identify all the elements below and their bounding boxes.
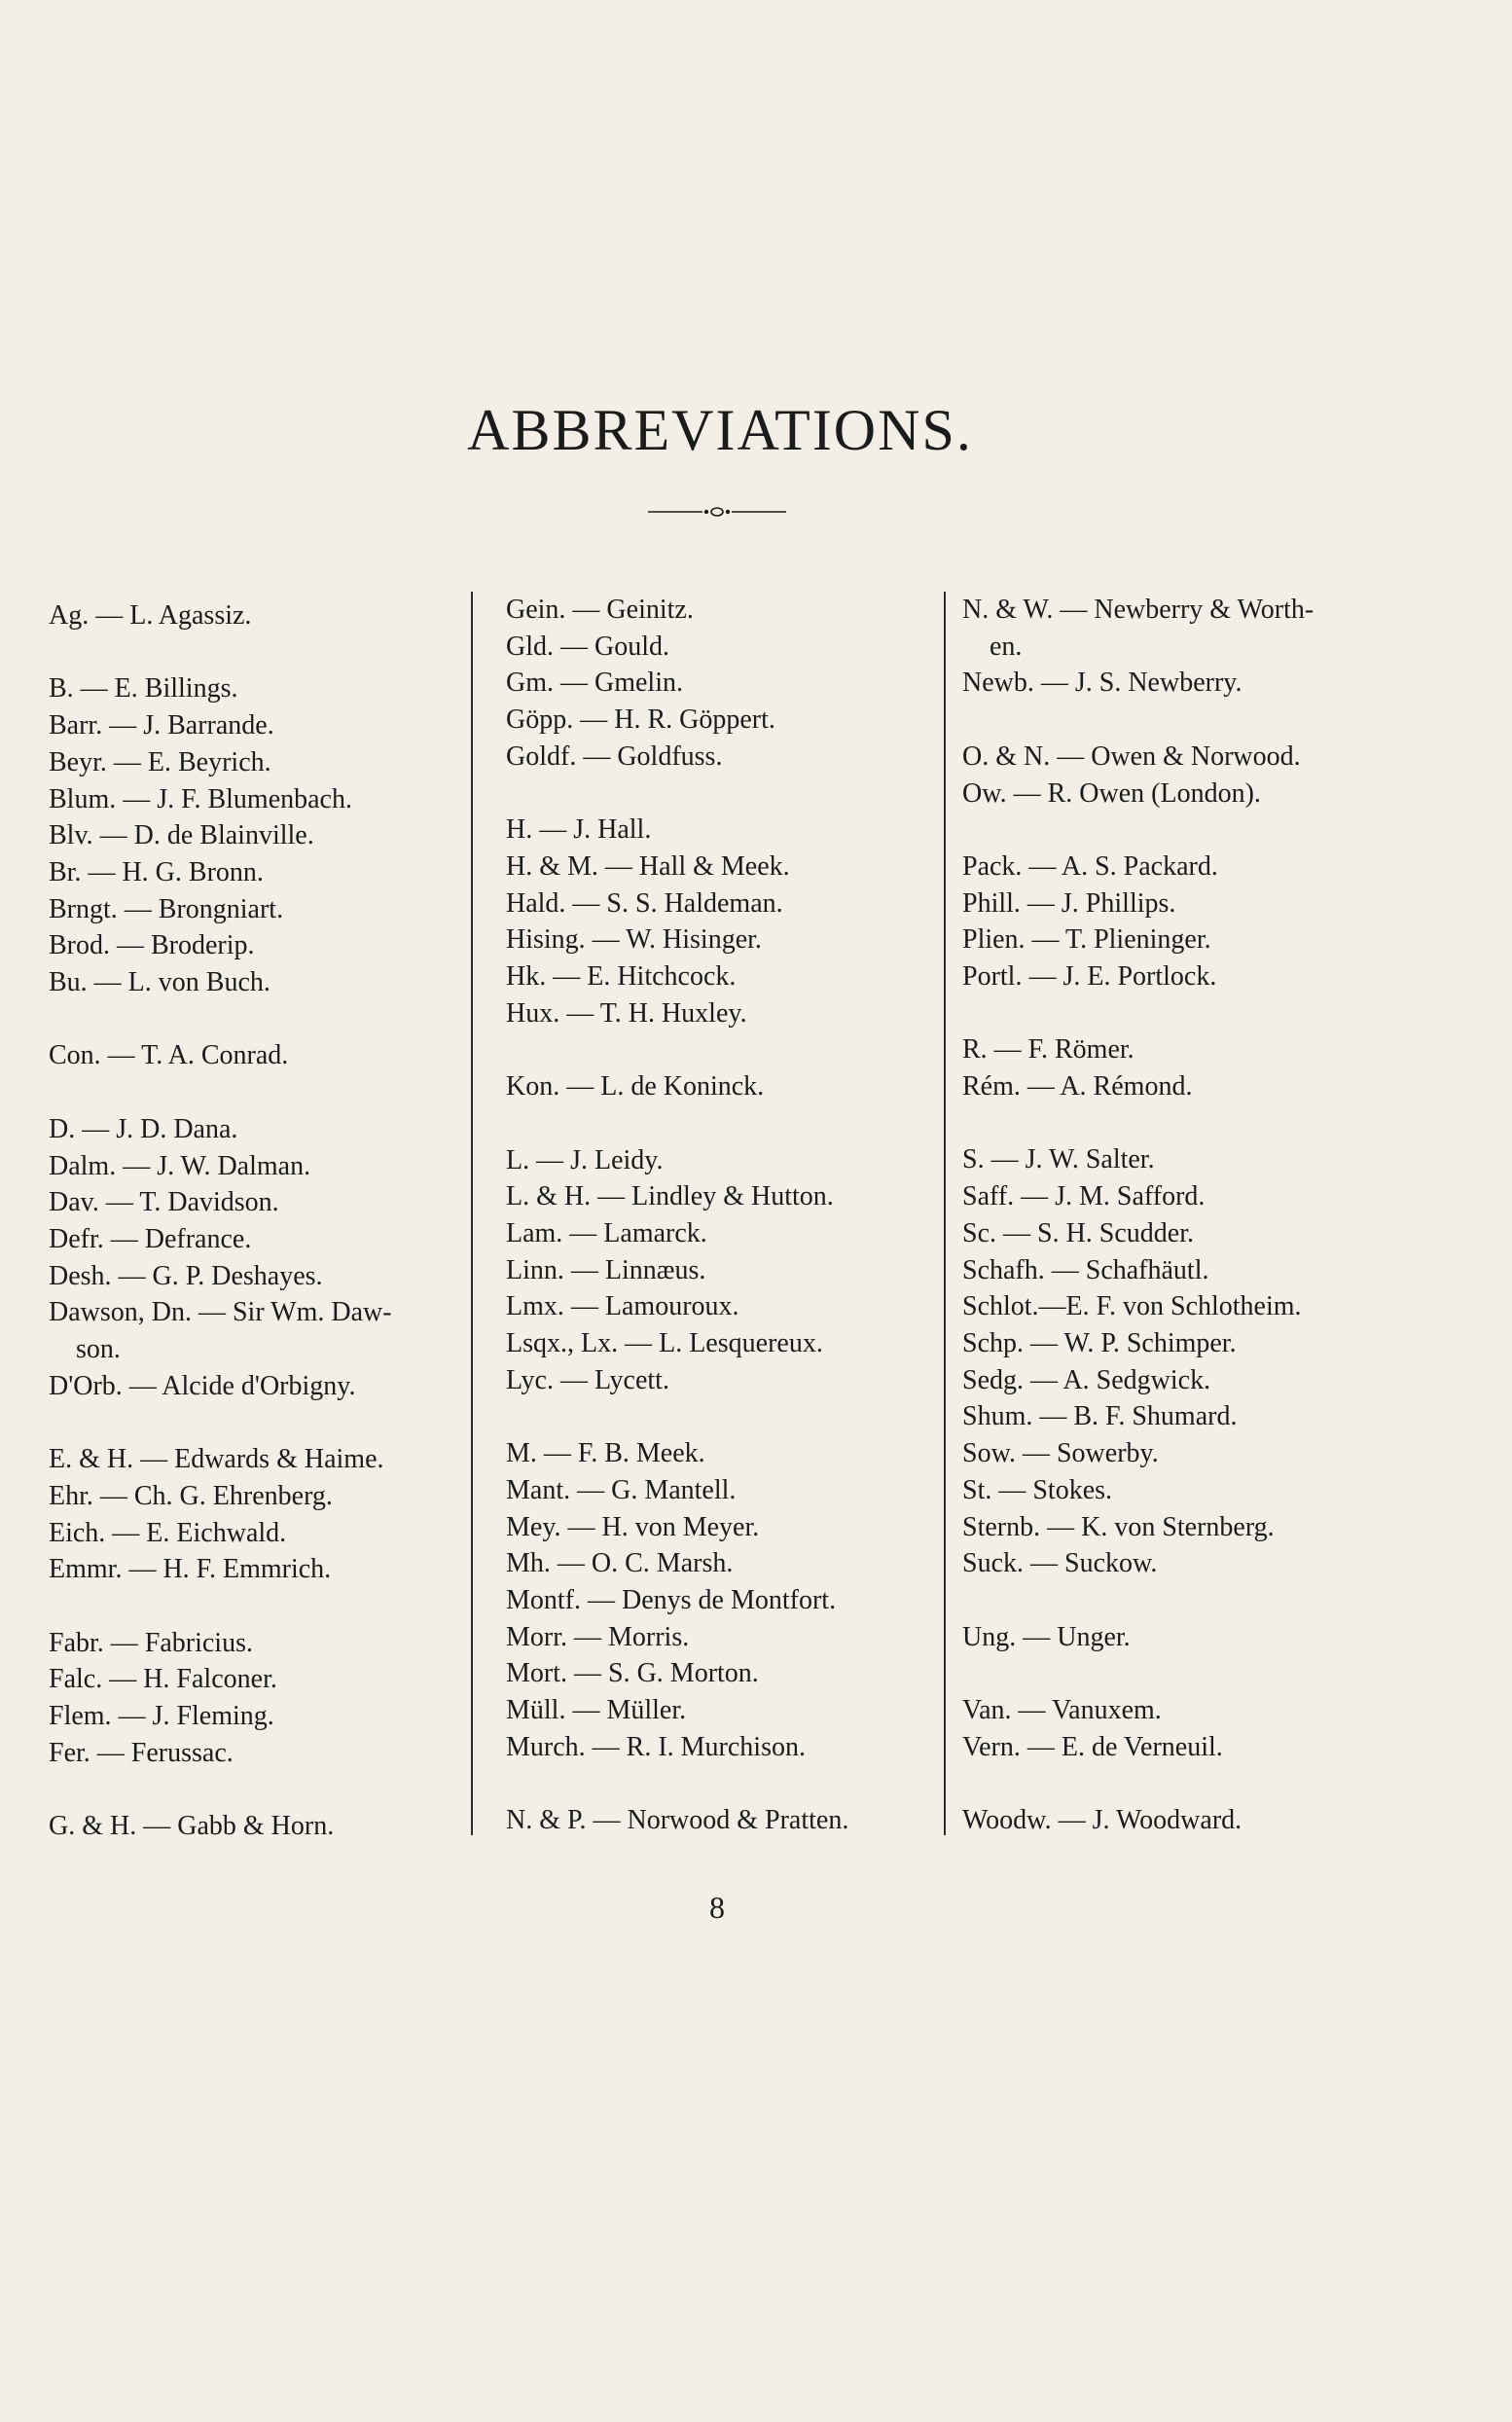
abbreviation-entry: Mant. — G. Mantell. — [506, 1474, 737, 1505]
abbreviation-entry: Kon. — L. de Koninck. — [506, 1071, 765, 1103]
abbreviation-entry: B. — E. Billings. — [49, 673, 238, 705]
abbreviation-entry: Woodw. — J. Woodward. — [962, 1805, 1242, 1836]
entry-gap — [506, 1105, 944, 1142]
entry-gap — [962, 812, 1371, 849]
entry-gap — [962, 1105, 1371, 1142]
abbreviation-entry: Eich. — E. Eichwald. — [49, 1517, 287, 1548]
abbreviation-entry: Morr. — Morris. — [506, 1621, 690, 1652]
abbreviation-entry: Bu. — L. von Buch. — [49, 967, 270, 998]
abbreviation-entry: N. & W. — Newberry & Worth- — [962, 595, 1314, 625]
entry-gap — [49, 1588, 467, 1625]
abbreviation-entry: Defr. — Defrance. — [49, 1223, 252, 1254]
abbreviation-entry: Dav. — T. Davidson. — [49, 1187, 279, 1218]
abbreviation-entry: Desh. — G. P. Deshayes. — [49, 1260, 323, 1291]
abbreviation-entry: Schlot.—E. F. von Schlotheim. — [962, 1291, 1302, 1322]
abbreviation-entry: Ow. — R. Owen (London). — [962, 777, 1261, 809]
abbreviation-entry: R. — F. Römer. — [962, 1034, 1134, 1066]
abbreviation-entry: Gein. — Geinitz. — [506, 595, 694, 625]
abbreviation-entry: Beyr. — E. Beyrich. — [49, 746, 271, 777]
abbreviation-entry: Flem. — J. Fleming. — [49, 1701, 274, 1732]
abbreviation-entry: Murch. — R. I. Murchison. — [506, 1731, 806, 1762]
entry-gap — [962, 1582, 1371, 1619]
abbreviation-entry: Hk. — E. Hitchcock. — [506, 961, 737, 993]
abbreviation-entry: Ag. — L. Agassiz. — [49, 600, 252, 631]
abbreviation-entry: Dawson, Dn. — Sir Wm. Daw- — [49, 1297, 392, 1328]
abbreviation-entry: G. & H. — Gabb & Horn. — [49, 1811, 335, 1842]
abbreviation-entry: Schp. — W. P. Schimper. — [962, 1328, 1237, 1358]
title-ornament — [648, 505, 786, 519]
abbreviation-entry: Plien. — T. Plieninger. — [962, 924, 1211, 956]
abbreviation-entry: Van. — Vanuxem. — [962, 1695, 1162, 1725]
abbreviations-column-2 — [506, 592, 944, 1839]
entry-gap — [962, 995, 1371, 1032]
abbreviation-entry: Mort. — S. G. Morton. — [506, 1658, 759, 1689]
abbreviation-entry: M. — F. B. Meek. — [506, 1438, 705, 1469]
abbreviation-entry: Rém. — A. Rémond. — [962, 1071, 1193, 1103]
abbreviation-entry: D'Orb. — Alcide d'Orbigny. — [49, 1370, 356, 1401]
abbreviation-entry: D. — J. D. Dana. — [49, 1113, 238, 1144]
abbreviation-entry: Emmr. — H. F. Emmrich. — [49, 1554, 332, 1585]
abbreviation-entry: Goldf. — Goldfuss. — [506, 741, 723, 772]
abbreviation-entry: Lsqx., Lx. — L. Lesquereux. — [506, 1328, 823, 1359]
abbreviation-entry: Schafh. — Schafhäutl. — [962, 1254, 1209, 1285]
abbreviation-entry: Vern. — E. de Verneuil. — [962, 1731, 1223, 1762]
entry-gap — [506, 1031, 944, 1068]
entry-gap — [49, 1074, 467, 1111]
abbreviation-entry: S. — J. W. Salter. — [962, 1144, 1155, 1175]
abbreviation-entry: en. — [990, 631, 1023, 662]
entry-gap — [506, 1765, 944, 1802]
entry-gap — [49, 1404, 467, 1441]
abbreviation-entry: Sc. — S. H. Scudder. — [962, 1217, 1194, 1248]
abbreviation-entry: Saff. — J. M. Safford. — [962, 1181, 1206, 1212]
abbreviation-entry: Falc. — H. Falconer. — [49, 1664, 277, 1695]
abbreviation-entry: L. & H. — Lindley & Hutton. — [506, 1181, 834, 1212]
abbreviation-entry: O. & N. — Owen & Norwood. — [962, 741, 1301, 772]
page-number: 8 — [709, 1890, 725, 1925]
abbreviations-column-1 — [49, 592, 467, 1845]
abbreviation-entry: Barr. — J. Barrande. — [49, 710, 274, 741]
abbreviation-entry: Con. — T. A. Conrad. — [49, 1040, 289, 1071]
entry-gap — [962, 1765, 1371, 1802]
abbreviation-entry: Sow. — Sowerby. — [962, 1438, 1159, 1469]
column-divider-1 — [471, 592, 473, 1835]
abbreviation-entry: Sternb. — K. von Sternberg. — [962, 1511, 1275, 1542]
abbreviation-entry: Montf. — Denys de Montfort. — [506, 1584, 837, 1615]
abbreviation-entry: Brngt. — Brongniart. — [49, 893, 284, 924]
abbreviation-entry: Phill. — J. Phillips. — [962, 887, 1176, 919]
abbreviation-entry: Lyc. — Lycett. — [506, 1364, 669, 1395]
entry-gap — [962, 702, 1371, 739]
abbreviation-entry: Brod. — Broderip. — [49, 930, 255, 961]
abbreviation-entry: Blum. — J. F. Blumenbach. — [49, 783, 352, 814]
abbreviation-entry: Lmx. — Lamouroux. — [506, 1291, 739, 1322]
abbreviation-entry: Gm. — Gmelin. — [506, 668, 683, 699]
abbreviation-entry: Newb. — J. S. Newberry. — [962, 668, 1242, 699]
abbreviation-entry: Ung. — Unger. — [962, 1621, 1131, 1652]
abbreviation-entry: L. — J. Leidy. — [506, 1144, 664, 1175]
abbreviation-entry: Hald. — S. S. Haldeman. — [506, 887, 783, 919]
abbreviation-entry: Mh. — O. C. Marsh. — [506, 1548, 734, 1579]
entry-gap — [506, 1398, 944, 1435]
abbreviation-entry: E. & H. — Edwards & Haime. — [49, 1444, 384, 1475]
abbreviation-entry: Fer. — Ferussac. — [49, 1737, 234, 1768]
abbreviation-entry: Dalm. — J. W. Dalman. — [49, 1150, 311, 1181]
entry-gap — [49, 1001, 467, 1038]
abbreviations-list — [49, 592, 1333, 1847]
entry-gap — [962, 1655, 1371, 1692]
entry-gap — [49, 634, 467, 671]
abbreviation-entry: Lam. — Lamarck. — [506, 1217, 707, 1248]
abbreviation-entry: N. & P. — Norwood & Pratten. — [506, 1805, 849, 1836]
abbreviation-entry: Linn. — Linnæus. — [506, 1254, 706, 1285]
abbreviation-entry: Blv. — D. de Blainville. — [49, 820, 314, 851]
abbreviation-entry: H. & M. — Hall & Meek. — [506, 850, 790, 882]
abbreviation-entry: Fabr. — Fabricius. — [49, 1627, 253, 1658]
abbreviation-entry: Suck. — Suckow. — [962, 1548, 1158, 1579]
abbreviation-entry: Ehr. — Ch. G. Ehrenberg. — [49, 1480, 333, 1511]
abbreviation-entry: Br. — H. G. Bronn. — [49, 856, 264, 887]
abbreviation-entry: Göpp. — H. R. Göppert. — [506, 705, 775, 736]
abbreviation-entry: Portl. — J. E. Portlock. — [962, 961, 1217, 992]
column-divider-2 — [944, 592, 946, 1835]
abbreviation-entry: Hux. — T. H. Huxley. — [506, 997, 747, 1029]
entry-gap — [49, 1771, 467, 1808]
abbreviations-column-3 — [962, 592, 1371, 1839]
abbreviation-entry: Mey. — H. von Meyer. — [506, 1511, 760, 1542]
abbreviation-entry: Müll. — Müller. — [506, 1695, 687, 1726]
abbreviation-entry: Shum. — B. F. Shumard. — [962, 1401, 1238, 1432]
abbreviation-entry: H. — J. Hall. — [506, 814, 652, 846]
entry-gap — [506, 776, 944, 813]
abbreviation-entry: Gld. — Gould. — [506, 631, 669, 662]
abbreviation-entry: St. — Stokes. — [962, 1474, 1113, 1505]
abbreviation-entry: Sedg. — A. Sedgwick. — [962, 1364, 1211, 1395]
page-title: ABBREVIATIONS. — [467, 398, 973, 463]
abbreviation-entry: Pack. — A. S. Packard. — [962, 850, 1218, 882]
abbreviation-entry: son. — [76, 1334, 121, 1365]
abbreviation-entry: Hising. — W. Hisinger. — [506, 924, 762, 956]
